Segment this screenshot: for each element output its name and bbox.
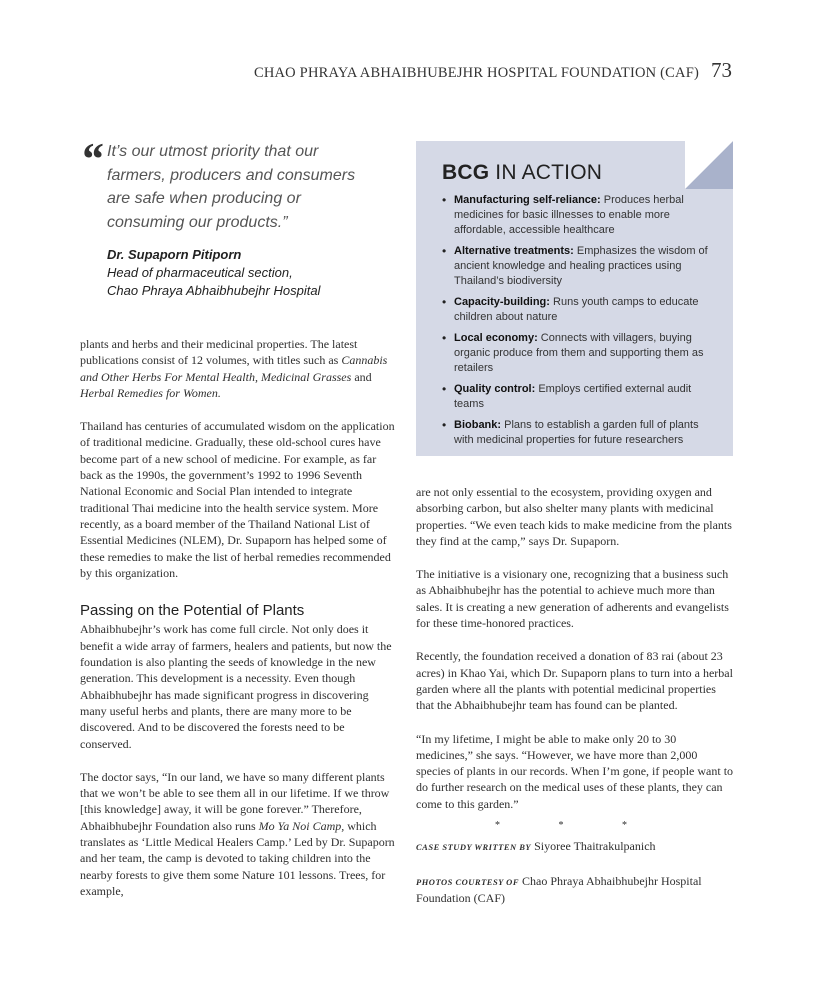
quote-author-name: Dr. Supaporn Pitiporn [107,247,242,262]
body-paragraph: Abhaibhubejhr’s work has come full circle. Not only does it benefit a wide array of farmers, healers and patients, but now the foundation is also planting the seeds of knowledge in the new generation. This development is a necessity. Even though Abhaibhubejhr has made significant progress in discovering many useful herbs and plants, there are many more to be discovered. And to be discovered the forests need to be conserved. [80,622,392,751]
bcg-item-term: Quality control: [454,383,536,395]
credit-label: PHOTOS COURTESY OF [416,876,519,887]
bcg-item-term: Manufacturing self-reliance: [454,194,601,206]
bcg-item-term: Local economy: [454,332,538,344]
bcg-item-desc: Connects with villagers, buying organic produce from them and supporting them as retailers [454,332,704,374]
bcg-item [442,418,712,448]
bcg-item [442,382,712,412]
text-run: The doctor says, “In our land, we have so many different plants that we won’t be able to see them all in our lifetime. If we throw [this knowledge] away, it will be gone forever.” Therefore, Abhaibhubejhr Foundation also runs [80,769,390,833]
pull-quote [80,133,380,300]
bcg-item-desc: Plans to establish a garden full of plants with medicinal properties for future researchers [454,419,699,446]
camp-name: Mo Ya Noi Camp, [258,818,345,833]
text-run: and [351,369,372,384]
credit-value: Siyoree Thaitrakulpanich [531,839,656,854]
body-paragraph: The initiative is a visionary one, recognizing that a business such as Abhaibhubejhr has the potential to achieve much more than sales. It is creating a new generation of adherents and evangelists for these time-honored practices. [416,567,729,631]
book-title: Herbal Remedies for Women. [80,385,221,400]
bcg-item-desc: Runs youth camps to educate children about nature [454,296,699,323]
quote-mark-icon: “ [80,133,103,184]
quote-text: It’s our utmost priority that our farmers, producers and consumers are safe when producing or consuming our products.” [107,143,356,231]
bcg-item-desc: Employs certified external audit teams [454,383,692,410]
book-title: Cannabis and Other Herbs For Mental Health, Medicinal Grasses [80,353,388,384]
body-paragraph [80,336,396,401]
bcg-item [442,331,712,376]
bcg-item-term: Biobank: [454,419,502,431]
bcg-item-desc: Produces herbal medicines for basic illnesses to enable more affordable, accessible healthcare [454,194,684,236]
bcg-item-term: Capacity-building: [454,296,550,308]
body-paragraph: Recently, the foundation received a donation of 83 rai (about 23 acres) in Khao Yai, which Dr. Supaporn plans to turn into a herbal garden where all the plants with potential medicinal properties that the Abhaibhubejhr team has found can be planted. [416,649,733,713]
page-number: 73 [711,58,732,82]
left-column [80,336,396,916]
running-title: CHAO PHRAYA ABHAIBHUBEJHR HOSPITAL FOUNDATION (CAF) [253,65,699,81]
bcg-item [442,193,712,238]
text-run: plants and herbs and their medicinal properties. The latest publications consist of 12 volumes, with titles such as [80,337,358,368]
quote-attribution [107,246,380,300]
right-column [416,484,734,923]
bcg-list [442,193,712,454]
bcg-item-term: Alternative treatments: [454,245,574,257]
bcg-heading-bold: BCG [442,161,490,184]
page-fold-cut [685,141,733,189]
body-paragraph: are not only essential to the ecosystem, providing oxygen and absorbing carbon, but also shelter many plants with medicinal properties. “We even teach kids to make medicine from the plants they find at the camp,” says Dr. Supaporn. [416,485,732,548]
section-heading: Passing on the Potential of Plants [80,602,305,620]
body-paragraph: Thailand has centuries of accumulated wisdom on the application of traditional medicine. Gradually, these old-school cures have become part of a new school of medicine. For example, as far back as the 1990s, the government’s 1992 to 1996 Seventh National Economic and Social Plan intended to integrate traditional Thai medicine into the health service system. More recently, as a board member of the Thailand National List of Essential Medicines (NLEM), Dr. Supaporn has helped some of these remedies to make the list of herbal remedies recommended by this organization. [80,419,395,580]
bcg-item [442,244,712,289]
quote-author-org: Chao Phraya Abhaibhubejhr Hospital [107,283,321,298]
section-divider-stars: * * * [495,820,655,832]
credit-writer [416,838,734,855]
body-paragraph: “In my lifetime, I might be able to make only 20 to 30 medicines,” she says. “However, we have more than 2,000 species of plants in our records. When I’m gone, if people want to do further research on the medical uses of these plants, they can come to this garden.” [416,731,734,811]
body-paragraph [80,769,396,899]
credit-value: Chao Phraya Abhaibhubejhr Hospital Foundation (CAF) [416,873,702,905]
credit-label: CASE STUDY WRITTEN BY [416,842,532,853]
bcg-item [442,295,712,325]
bcg-heading [442,161,602,185]
quote-author-title: Head of pharmaceutical section, [107,265,293,280]
bcg-in-action-box [416,141,733,456]
credit-photos [416,873,734,907]
text-run: which translates as ‘Little Medical Healers Camp.’ Led by Dr. Supaporn and her team, the camp is devoted to taking children into the nearby forests to give them some Nature 101 lessons. Trees, for example, [80,818,395,898]
bcg-item-desc: Emphasizes the wisdom of ancient knowledge and healing practices using Thailand’s biodiversity [454,245,708,287]
page-header [254,58,732,83]
bcg-heading-rest: IN ACTION [489,161,603,184]
